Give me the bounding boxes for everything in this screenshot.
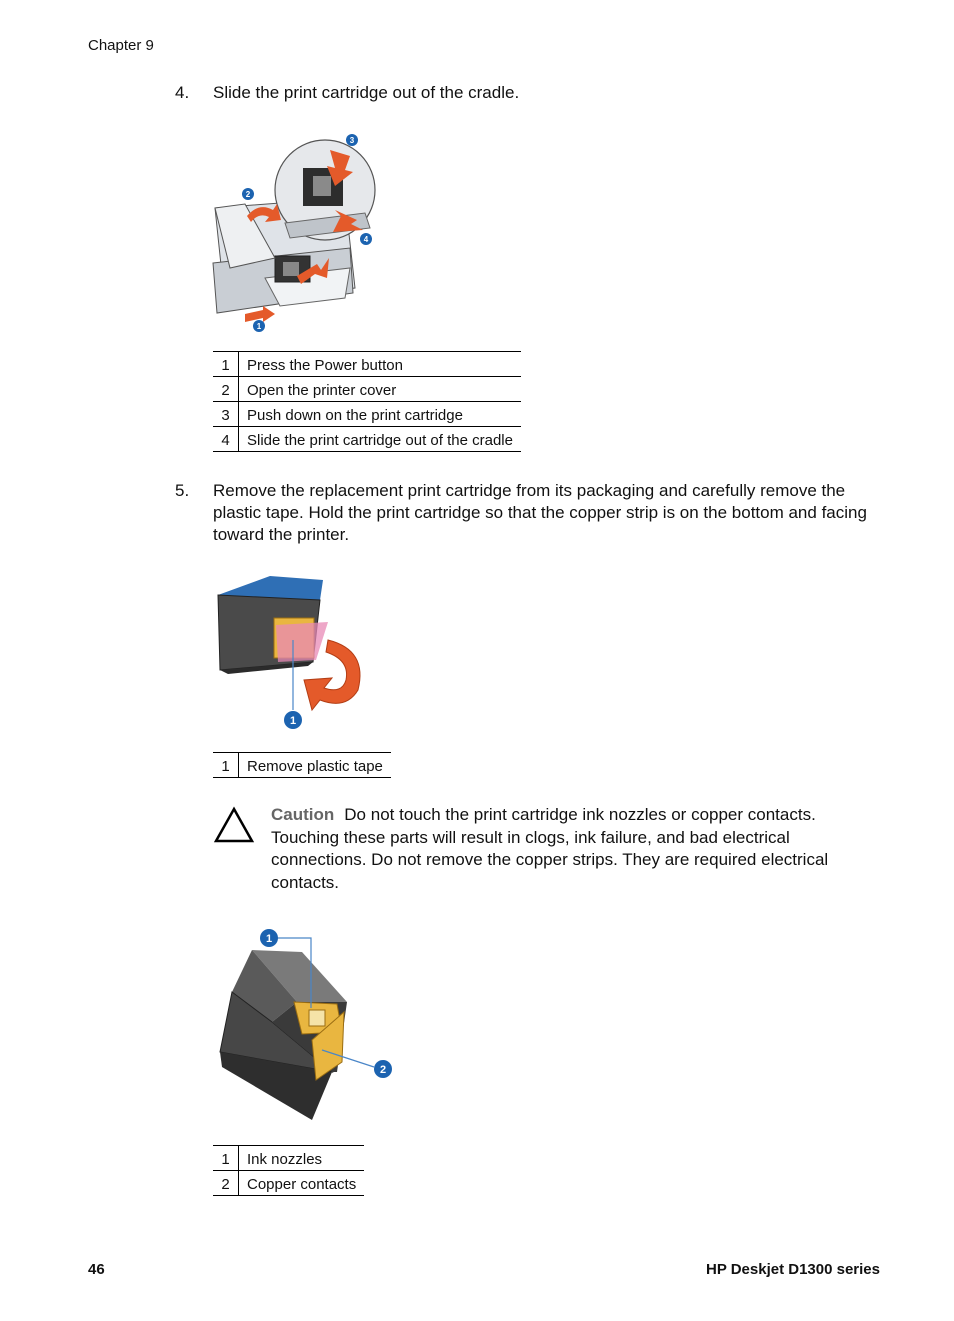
legend-text: Open the printer cover: [239, 377, 522, 402]
legend-row: [213, 352, 521, 377]
legend-row: [213, 402, 521, 427]
callout-3: 3: [349, 136, 355, 145]
printer-illustration: [205, 128, 385, 338]
legend-tape: [213, 752, 391, 778]
legend-text: Slide the print cartridge out of the cradle: [239, 427, 522, 452]
callout-4: 4: [363, 235, 369, 244]
legend-text: Remove plastic tape: [239, 753, 391, 778]
caution-label: Caution: [271, 805, 335, 824]
product-name: HP Deskjet D1300 series: [705, 1261, 880, 1278]
callout-1: 1: [289, 715, 297, 727]
callout-2: 2: [245, 190, 251, 199]
legend-nozzles: [213, 1145, 364, 1196]
callout-2: 2: [379, 1064, 387, 1076]
legend-number: 4: [213, 427, 239, 452]
callout-1: 1: [256, 322, 262, 331]
callout-1: 1: [265, 933, 273, 945]
chapter-header: Chapter 9: [88, 37, 154, 54]
legend-text: Press the Power button: [239, 352, 522, 377]
legend-number: 1: [213, 1146, 239, 1171]
legend-number: 1: [213, 352, 239, 377]
legend-row: [213, 1171, 364, 1196]
legend-number: 2: [213, 377, 239, 402]
legend-row: [213, 427, 521, 452]
step-number: 5.: [175, 481, 190, 500]
step-text: Slide the print cartridge out of the cradle.: [213, 83, 520, 102]
legend-text: Push down on the print cartridge: [239, 402, 522, 427]
page-number: 46: [88, 1261, 105, 1278]
legend-number: 2: [213, 1171, 239, 1196]
legend-text: Ink nozzles: [239, 1146, 365, 1171]
warning-icon: [213, 806, 255, 844]
legend-text: Copper contacts: [239, 1171, 365, 1196]
cartridge-tape-illustration: [208, 570, 373, 735]
caution-note: [271, 804, 883, 894]
legend-printer: [213, 351, 521, 452]
legend-number: 3: [213, 402, 239, 427]
legend-row: [213, 377, 521, 402]
cartridge-nozzles-illustration: [212, 922, 402, 1127]
legend-number: 1: [213, 753, 239, 778]
caution-text: Do not touch the print cartridge ink nozzles or copper contacts. Touching these parts will result in clogs, ink failure, and bad electrical connections. Do not remove the copper strips. They are required electrical contacts.: [271, 805, 829, 892]
legend-row: [213, 1146, 364, 1171]
step-text: Remove the replacement print cartridge from its packaging and carefully remove the plastic tape. Hold the print cartridge so that the copper strip is on the bottom and facing toward the printer.: [213, 481, 867, 544]
step-number: 4.: [175, 83, 190, 102]
legend-row: [213, 753, 391, 778]
